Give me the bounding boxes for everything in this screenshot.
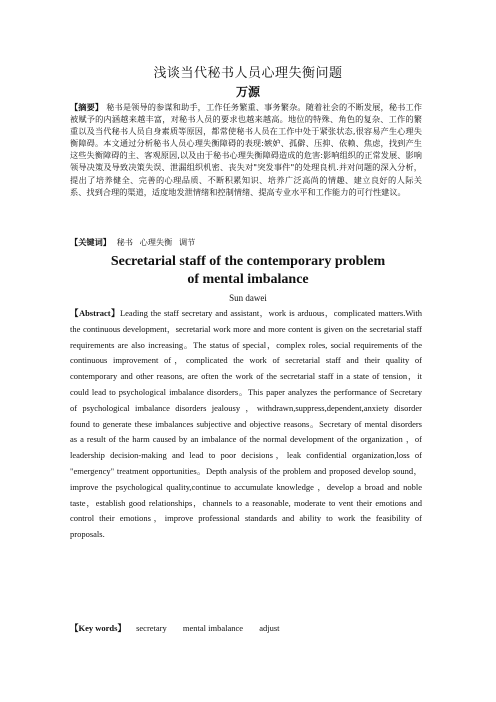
english-author: Sun dawei [229,293,267,303]
english-title-line-2: of mental imbalance [187,272,309,287]
chinese-author: 万源 [235,85,260,99]
english-keyword: mental imbalance [182,623,244,633]
chinese-abstract-text: 秘书是领导的参谋和助手，工作任务繁重、事务繁杂。随着社会的不断发展，秘书工作被赋予的内涵越来越丰富，对秘书人员的要求也越来越高。地位的特殊、角色的复杂、工作的繁重以及当代秘书人员自身素质等原因，都常使秘书人员在工作中处于紧张状态,很容易产生心理失衡障碍。本文通过分析秘书人员心理失衡障碍的表现:嫉妒、孤僻、压抑、依赖、焦虑，找到产生这些失衡障碍的主、客观原因,以及由于秘书心理失衡障碍造成的危害:影响组织的正常发展、影响领导决策及导致决策失误、泄漏组织机密、丧失对"突发事件"的处理良机.并对问题的深入分析，提出了培养健全、完善的心理品质、不断积累知识、培养广泛高尚的情趣、建立良好的人际关系、找到合理的渠道，适度地发泄情绪和控制情绪、提高专业水平和工作能力的可行性建议。 [70,102,422,197]
english-keywords [70,622,422,634]
english-abstract-label: 【Abstract】 [70,308,120,318]
english-keyword: adjust [259,623,280,633]
chinese-keyword: 秘书 [116,237,133,247]
chinese-keywords-label: 【关键词】 [70,237,111,247]
english-title-line-1: Secretarial staff of the contemporary problem [110,254,386,269]
chinese-keyword: 心理失衡 [139,237,173,247]
chinese-abstract [70,101,422,198]
chinese-keyword: 调节 [178,237,196,247]
english-keyword: secretary [136,623,167,633]
chinese-title: 浅谈当代秘书人员心理失衡问题 [153,66,343,81]
chinese-abstract-label: 【摘要】 [70,102,104,112]
english-abstract-text: Leading the staff secretary and assistant，work is arduous，complicated matters.With the continuous development，secretarial work more and more content is given on the secretarial staff requirements are also increasing。The status of special，complex roles, social requirements of the continuous improvement of，complicated the work of secretarial staff and their quality of contemporary and other reasons, are often the work of the secretarial staff in a state of tension，it could lead to psychological imbalance disorders。This paper analyzes the performance of Secretary of psychological imbalance disorders jealousy ，withdrawn,suppress,dependent,anxiety disorder found to generate these imbalances subjective and objective reasons。Secretary of mental disorders as a result of the harm caused by an imbalance of the normal development of the organization ，of leadership decision-making and lead to poor decisions，leak confidential organization,loss of "emergency" treatment opportunities。Depth analysis of the problem and proposed develop sound，improve the psychological quality,continue to accumulate knowledge ，develop a broad and noble taste，establish good relationships，channels to a reasonable, moderate to vent their emotions and control their emotions，improve professional standards and ability to work the feasibility of proposals. [70,308,422,540]
english-keywords-label: 【Key words】 [70,623,126,633]
english-abstract [70,306,422,543]
english-title [0,253,496,289]
chinese-keywords [70,237,422,248]
